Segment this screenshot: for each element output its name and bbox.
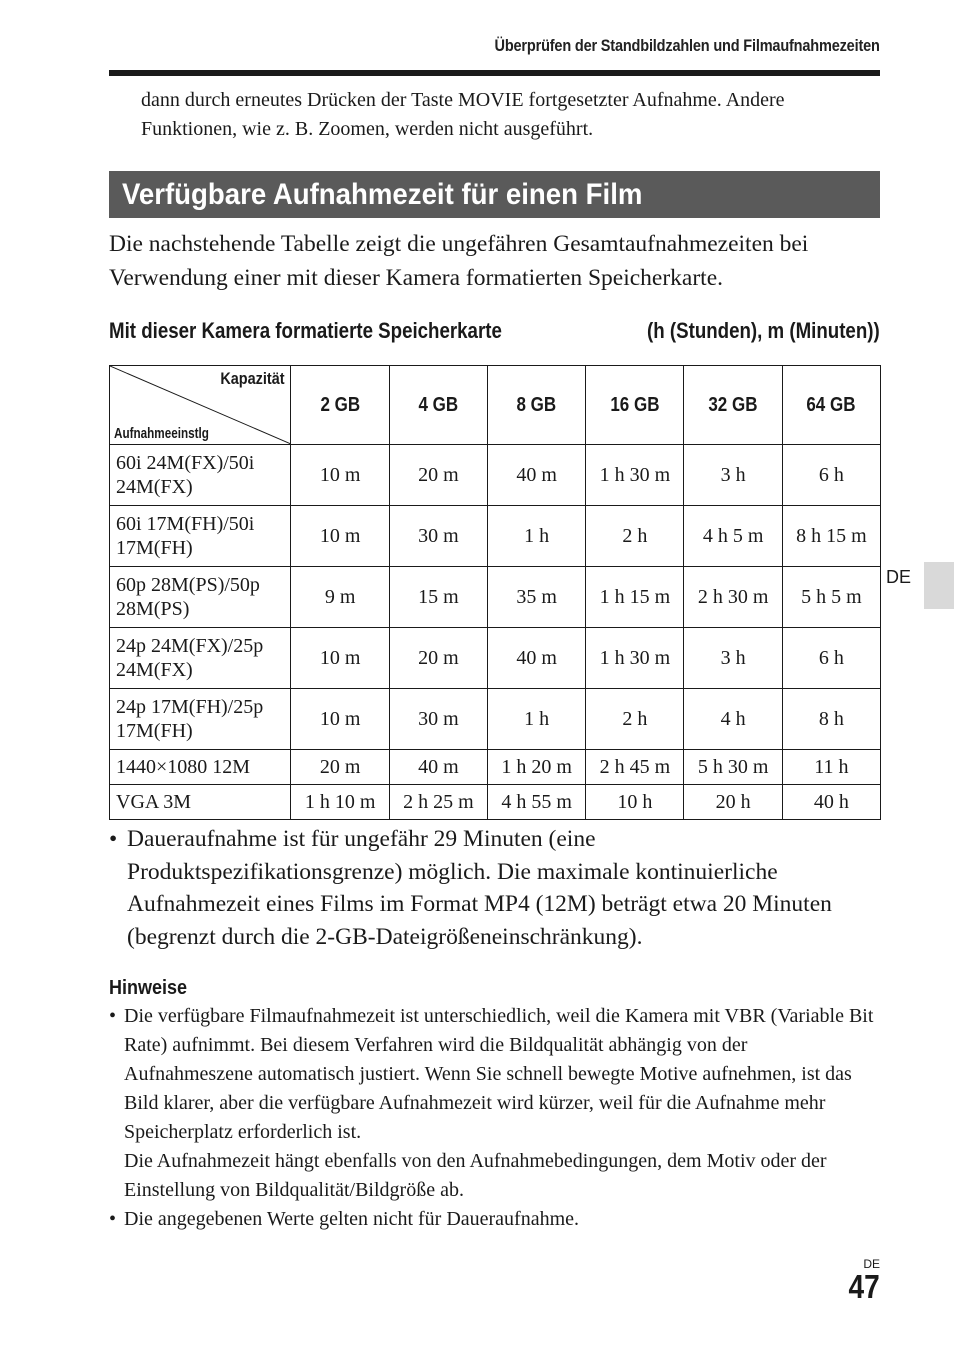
section-title-bar [109, 171, 880, 218]
table-cell: 20 m [389, 445, 487, 506]
column-header: 16 GB [586, 366, 684, 445]
row-label: 24p 17M(FH)/25p 17M(FH) [110, 689, 291, 750]
continuous-recording-text: Daueraufnahme ist für ungefähr 29 Minuten (eine Produktspezifikationsgrenze) möglich. Die maximale kontinuierliche Aufnahmezeit eines Films im Format MP4 (12M) beträgt etwa 20 Minuten (begrenzt durch die 2-GB-Dateigrößeneinschränkung). [127, 826, 832, 950]
table-cell: 2 h 30 m [684, 567, 782, 628]
table-cell: 20 m [389, 628, 487, 689]
table-cell: 6 h [782, 445, 880, 506]
notes-list [109, 1002, 879, 1234]
table-cell: 40 m [487, 445, 585, 506]
corner-setting-label: Aufnahmeeinstlg [114, 425, 209, 442]
table-row [110, 750, 881, 785]
table-cell: 1 h 30 m [586, 445, 684, 506]
table-row [110, 785, 881, 820]
table-cell: 20 h [684, 785, 782, 820]
table-cell: 1 h 20 m [487, 750, 585, 785]
table-cell: 5 h 30 m [684, 750, 782, 785]
row-label: 60i 17M(FH)/50i 17M(FH) [110, 506, 291, 567]
table-cell: 4 h 5 m [684, 506, 782, 567]
table-cell: 2 h [586, 506, 684, 567]
table-row [110, 506, 881, 567]
corner-capacity-label: Kapazität [220, 369, 285, 388]
table-cell: 35 m [487, 567, 585, 628]
language-tab [924, 562, 954, 609]
row-label: VGA 3M [110, 785, 291, 820]
note-paragraph: Die verfügbare Filmaufnahmezeit ist unterschiedlich, weil die Kamera mit VBR (Variable Bit Rate) aufnimmt. Bei diesem Verfahren wird die Bildqualität abhängig von der Aufnahmeszene automatisch justiert. Wenn Sie schnell bewegte Motive aufnehmen, ist das Bild klarer, aber die verfügbare Aufnahmezeit wird kürzer, weil für die Aufnahme mehr Speicherplatz erforderlich ist. [124, 1005, 874, 1143]
column-header: 4 GB [389, 366, 487, 445]
table-cell: 1 h [487, 506, 585, 567]
table-cell: 11 h [782, 750, 880, 785]
note-paragraph: Die angegebenen Werte gelten nicht für Daueraufnahme. [124, 1208, 580, 1230]
table-cell: 20 m [291, 750, 389, 785]
table-cell: 3 h [684, 445, 782, 506]
table-cell: 10 m [291, 628, 389, 689]
column-header: 2 GB [291, 366, 389, 445]
continuous-recording-note [109, 823, 869, 953]
note-paragraph: Die Aufnahmezeit hängt ebenfalls von den Aufnahmebedingungen, dem Motiv oder der Einstellung von Bildqualität/Bildgröße ab. [124, 1150, 827, 1201]
table-header-row [110, 366, 881, 445]
table-corner-cell [110, 366, 291, 445]
table-cell: 10 m [291, 506, 389, 567]
section-lead: Die nachstehende Tabelle zeigt die ungefähren Gesamtaufnahmezeiten bei Verwendung einer mit dieser Kamera formatierten Speicherkarte. [109, 231, 809, 291]
page-number: 47 [848, 1268, 880, 1305]
table-cell: 8 h [782, 689, 880, 750]
table-cell: 2 h 45 m [586, 750, 684, 785]
language-tab-label: DE [886, 567, 912, 587]
table-cell: 3 h [684, 628, 782, 689]
table-cell: 15 m [389, 567, 487, 628]
table-cell: 40 m [487, 628, 585, 689]
table-row [110, 628, 881, 689]
table-row [110, 689, 881, 750]
table-cell: 30 m [389, 689, 487, 750]
intro-continuation: dann durch erneutes Drücken der Taste MOVIE fortgesetzter Aufnahme. Andere Funktionen, wie z. B. Zoomen, werden nicht ausgeführt. [141, 89, 785, 140]
table-cell: 6 h [782, 628, 880, 689]
table-cell: 30 m [389, 506, 487, 567]
row-label: 1440×1080 12M [110, 750, 291, 785]
bullet-glyph: • [109, 826, 118, 852]
table-cell: 40 h [782, 785, 880, 820]
table-cell: 1 h 10 m [291, 785, 389, 820]
table-row [110, 567, 881, 628]
table-cell: 4 h [684, 689, 782, 750]
row-label: 60p 28M(PS)/50p 28M(PS) [110, 567, 291, 628]
table-title-label: Mit dieser Kamera formatierte Speicherkarte [109, 318, 502, 343]
table-cell: 5 h 5 m [782, 567, 880, 628]
note-item [109, 1205, 879, 1234]
table-cell: 1 h 30 m [586, 628, 684, 689]
table-row [110, 445, 881, 506]
table-cell: 10 m [291, 689, 389, 750]
table-cell: 40 m [389, 750, 487, 785]
recording-time-table [109, 365, 881, 820]
table-cell: 2 h [586, 689, 684, 750]
table-title-units: (h (Stunden), m (Minuten)) [647, 318, 880, 343]
row-label: 24p 24M(FX)/25p 24M(FX) [110, 628, 291, 689]
table-cell: 10 h [586, 785, 684, 820]
row-label: 60i 24M(FX)/50i 24M(FX) [110, 445, 291, 506]
table-cell: 4 h 55 m [487, 785, 585, 820]
notes-heading: Hinweise [109, 977, 188, 999]
table-title [109, 318, 880, 344]
footer-language: DE [863, 1257, 880, 1271]
table-cell: 9 m [291, 567, 389, 628]
table-cell: 1 h 15 m [586, 567, 684, 628]
running-header: Überprüfen der Standbildzahlen und Filmaufnahmezeiten [494, 37, 880, 55]
table-cell: 2 h 25 m [389, 785, 487, 820]
note-item [109, 1002, 879, 1205]
column-header: 8 GB [487, 366, 585, 445]
table-cell: 10 m [291, 445, 389, 506]
table-cell: 8 h 15 m [782, 506, 880, 567]
table-cell: 1 h [487, 689, 585, 750]
column-header: 32 GB [684, 366, 782, 445]
header-rule [109, 70, 880, 76]
bullet-glyph: • [109, 1208, 117, 1230]
section-title: Verfügbare Aufnahmezeit für einen Film [122, 178, 643, 211]
bullet-glyph: • [109, 1005, 117, 1027]
column-header: 64 GB [782, 366, 880, 445]
